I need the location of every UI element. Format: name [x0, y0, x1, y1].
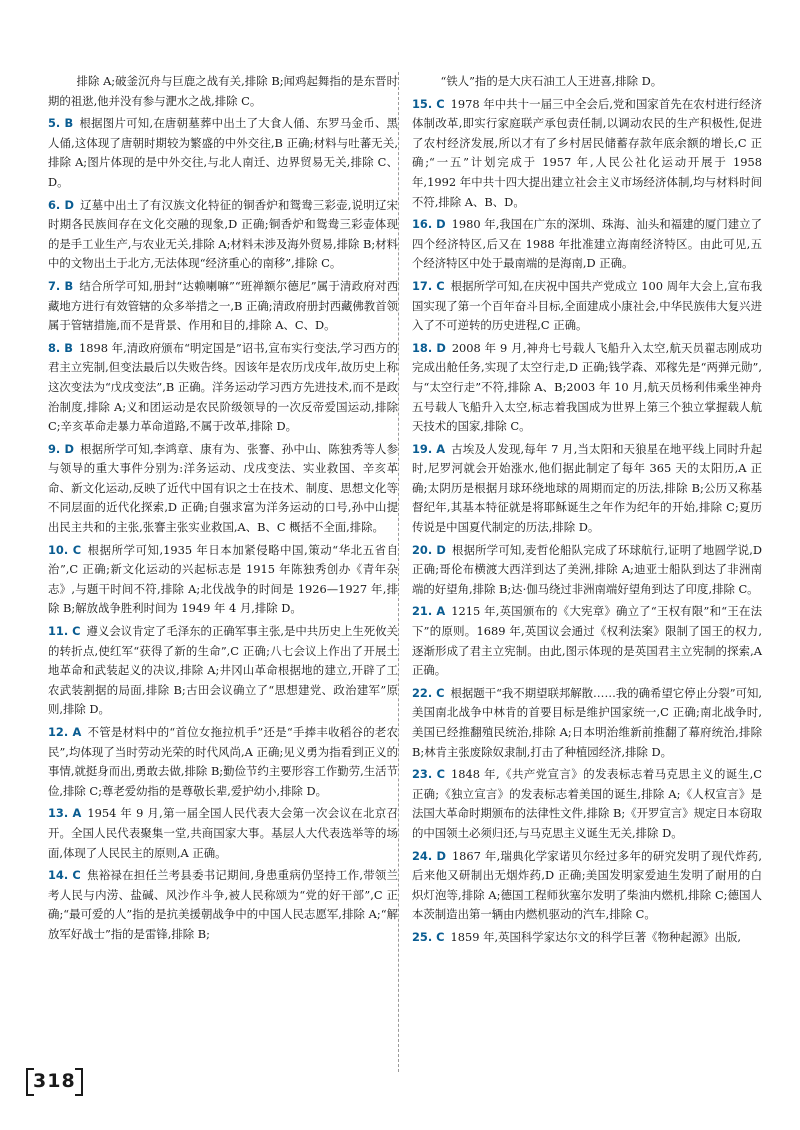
answer-explanation: 焦裕禄在担任兰考县委书记期间,身患重病仍坚持工作,带领兰考人民与内涝、盐碱、风沙作斗争,被人民称颂为“党的好干部”,C 正确;“最可爱的人”指的是抗美援朝战争中的中国人民志愿军,排除 A;“解放军好战士”指的是雷锋,排除 B;	[48, 868, 398, 941]
answer-entry	[48, 277, 398, 336]
answer-explanation: 1980 年,我国在广东的深圳、珠海、汕头和福建的厦门建立了四个经济特区,后又在 1988 年批准建立海南经济特区。由此可见,五个经济特区中处于最南端的是海南,D 正确。	[412, 217, 762, 271]
answer-number: 12. A	[48, 725, 82, 739]
answer-entry	[48, 541, 398, 619]
column-divider	[398, 72, 399, 1072]
answer-explanation: 根据所学可知,麦哲伦船队完成了环球航行,证明了地圆学说,D 正确;哥伦布横渡大西洋到达了美洲,排除 A;迪亚士船队到达了非洲南端的好望角,排除 B;达·伽马绕过非洲南端好望角到达了印度,排除 C。	[412, 542, 762, 596]
answer-entry	[412, 541, 762, 600]
left-column	[48, 72, 398, 948]
answer-number: 7. B	[48, 278, 74, 293]
answer-entry	[48, 440, 398, 538]
answer-explanation: 根据所学可知,1935 年日本加紧侵略中国,策动“华北五省自治”,C 正确;新文化运动的兴起标志是 1915 年陈独秀创办《青年杂志》,与题干时间不符,排除 A;北伐战争的时间是 1926—1927 年,排除 B;解放战争胜利时间为 1949 年 4 月,排除 D。	[48, 542, 398, 616]
answer-number: 20. D	[412, 542, 446, 557]
answer-number: 14. C	[48, 868, 81, 883]
answer-explanation: 1954 年 9 月,第一届全国人民代表大会第一次会议在北京召开。全国人民代表聚集一堂,共商国家大事。基层人大代表选举等的场面,体现了人民民主的原则,A 正确。	[48, 806, 398, 860]
answer-number: 24. D	[412, 848, 446, 863]
answer-explanation: 1898 年,清政府颁布“明定国是”诏书,宣布实行变法,学习西方的君主立宪制,但变法最后以失败告终。因该年是农历戊戌年,故历史上称这次变法为“戊戌变法”,B 正确。洋务运动学习西方先进技术,而不是政治制度,排除 A;义和团运动是农民阶级领导的一次反帝爱国运动,排除 C;辛亥革命走暴力革命道路,不属于改革,排除 D。	[48, 340, 398, 434]
answer-entry	[412, 602, 762, 680]
answer-number: 15. C	[412, 96, 445, 111]
answer-explanation: “铁人”指的是大庆石油工人王进喜,排除 D。	[440, 74, 663, 88]
answer-explanation: 根据题干“我不期望联邦解散……我的确希望它停止分裂”可知,美国南北战争中林肯的首要目标是维护国家统一,C 正确;南北战争时,美国已经推翻殖民统治,排除 A;日本明治维新前推翻了幕府统治,排除 B;林肯主张废除奴隶制,打击了种植园经济,排除 D。	[412, 685, 762, 759]
answer-number: 16. D	[412, 217, 446, 232]
answer-entry	[412, 277, 762, 336]
answer-explanation: 根据图片可知,在唐朝墓葬中出土了大食人俑、东罗马金币、黑人俑,这体现了唐朝时期较为繁盛的中外交往,B 正确;材料与吐蕃无关,排除 A;图片体现的是中外交往,与北人南迁、边界贸易无关,排除 C、D。	[48, 116, 399, 189]
answer-explanation: 排除 A;破釜沉舟与巨鹿之战有关,排除 B;闻鸡起舞指的是东晋时期的祖逖,他并没有参与淝水之战,排除 C。	[48, 74, 398, 108]
answer-explanation: 遵义会议肯定了毛泽东的正确军事主张,是中共历史上生死攸关的转折点,使红军“获得了新的生命”,C 正确;八七会议上作出了开展土地革命和武装起义的决议,排除 A;井冈山革命根据地的建立,开辟了工农武装割据的局面,排除 B;古田会议确立了“思想建党、政治建军”原则,排除 D。	[48, 624, 398, 717]
answer-number: 9. D	[48, 441, 74, 456]
answer-number: 25. C	[412, 929, 445, 944]
answer-explanation: 1859 年,英国科学家达尔文的科学巨著《物种起源》出版,	[450, 929, 741, 944]
answer-entry	[412, 339, 762, 437]
answer-number: 17. C	[412, 278, 445, 293]
answer-number: 8. B	[48, 340, 73, 355]
answer-explanation: 1867 年,瑞典化学家诺贝尔经过多年的研究发明了现代炸药,后来他又研制出无烟炸药,D 正确;美国发明家爱迪生发明了耐用的白炽灯泡等,排除 A;德国工程师狄塞尔发明了柴油内燃机,排除 C;德国人本茨制造出第一辆由内燃机驱动的汽车,排除 C。	[412, 848, 762, 922]
answer-number: 11. C	[48, 624, 81, 639]
answer-explanation: 根据所学可知,在庆祝中国共产党成立 100 周年大会上,宣布我国实现了第一个百年奋斗目标,全面建成小康社会,中华民族伟大复兴进入了不可逆转的历史进程,C 正确。	[412, 278, 762, 333]
answer-explanation: 2008 年 9 月,神舟七号载人飞船升入太空,航天员翟志刚成功完成出舱任务,实现了太空行走,D 正确;钱学森、邓稼先是“两弹元勋”,与“太空行走”不符,排除 A、B;2003 年 10 月,航天员杨利伟乘坐神舟五号载人飞船升入太空,标志着我国成为世界上第三个独立掌握载人航天技术的国家,排除 C。	[412, 340, 762, 434]
answer-entry	[48, 804, 398, 863]
answer-entry	[48, 622, 398, 720]
right-column	[412, 72, 762, 951]
answer-explanation: 不管是材料中的“首位女拖拉机手”还是“手捧丰收稻谷的老农民”,均体现了当时劳动光荣的时代风尚,A 正确;见义勇为指看到正义的事情,就挺身而出,勇敢去做,排除 B;勤俭节约主要形容工作勤劳,生活节俭,排除 C;尊老爱幼指的是尊敬长辈,爱护幼小,排除 D。	[48, 725, 398, 798]
answer-entry	[412, 72, 762, 92]
answer-number: 10. C	[48, 542, 82, 557]
answer-explanation: 根据所学可知,李鸿章、康有为、张謇、孙中山、陈独秀等人参与领导的重大事件分别为:洋务运动、戊戌变法、实业救国、辛亥革命、新文化运动,反映了近代中国有识之士在技术、制度、思想文化等不同层面的近代化探索,D 正确;自强求富为洋务运动的口号,孙中山提出民主共和的主张,张謇主张实业救国,A、B、C 概括不全面,排除。	[48, 441, 398, 535]
page-number: 318	[30, 1070, 79, 1092]
answer-entry	[48, 72, 398, 111]
answer-entry	[412, 440, 762, 538]
answer-entry	[412, 215, 762, 274]
answer-entry	[48, 114, 398, 192]
answer-entry	[48, 196, 398, 274]
answer-entry	[412, 95, 762, 213]
answer-number: 5. B	[48, 116, 74, 131]
answer-entry	[48, 723, 398, 801]
answer-number: 6. D	[48, 197, 74, 212]
answer-number: 13. A	[48, 806, 82, 821]
answer-entry	[412, 684, 762, 762]
answer-explanation: 1978 年中共十一届三中全会后,党和国家首先在农村进行经济体制改革,即实行家庭联产承包责任制,以调动农民的生产积极性,促进了农村经济发展,所以才有了乡村居民储蓄存款年底余额的增长,C 正确;“一五”计划完成于 1957 年,人民公社化运动开展于 1958 年,1992 年中共十四大提出建立社会主义市场经济体制,均与材料时间不符,排除 A、B、D。	[412, 96, 762, 209]
answer-explanation: 辽墓中出土了有汉族文化特征的铜香炉和鸳鸯三彩壶,说明辽宋时期各民族间存在文化交融的现象,D 正确;铜香炉和鸳鸯三彩壶体现的是手工业生产,与农业无关,排除 A;材料未涉及海外贸易,排除 B;材料中的文物出土于北方,无法体现“经济重心的南移”,排除 C。	[48, 197, 398, 271]
answer-entry	[48, 339, 398, 437]
answer-entry	[412, 928, 762, 948]
answer-number: 18. D	[412, 340, 446, 355]
answer-entry	[412, 847, 762, 925]
answer-number: 19. A	[412, 441, 446, 456]
answer-entry	[48, 866, 398, 944]
answer-entry	[412, 765, 762, 843]
answer-number: 22. C	[412, 685, 445, 700]
answer-explanation: 1215 年,英国颁布的《大宪章》确立了“王权有限”和“王在法下”的原则。1689 年,英国议会通过《权利法案》限制了国王的权力,逐渐形成了君主立宪制。由此,图示体现的是英国君主立宪制的探索,A 正确。	[412, 604, 762, 678]
answer-explanation: 古埃及人发现,每年 7 月,当太阳和天狼星在地平线上同时升起时,尼罗河就会开始涨水,他们据此制定了每年 365 天的太阳历,A 正确;太阴历是根据月球环绕地球的周期而定的历法,排除 B;公历又称基督纪年,其基本特征就是将耶稣诞生之年作为纪年的开始,排除 C;夏历传说是中国夏代制定的历法,排除 D。	[412, 441, 763, 535]
answer-number: 23. C	[412, 767, 445, 782]
answer-explanation: 结合所学可知,册封“达赖喇嘛”“班禅额尔德尼”属于清政府对西藏地方进行有效管辖的众多举措之一,B 正确;清政府册封西藏佛教首领属于管辖措施,而不是背景、作用和目的,排除 A、C、D。	[48, 278, 398, 333]
answer-number: 21. A	[412, 604, 446, 619]
answer-explanation: 1848 年,《共产党宣言》的发表标志着马克思主义的诞生,C 正确;《独立宣言》的发表标志着美国的诞生,排除 A;《人权宣言》是法国大革命时期颁布的法律性文件,排除 B;《开罗宣言》规定日本窃取的中国领土必须归还,与马克思主义诞生无关,排除 D。	[412, 767, 762, 840]
